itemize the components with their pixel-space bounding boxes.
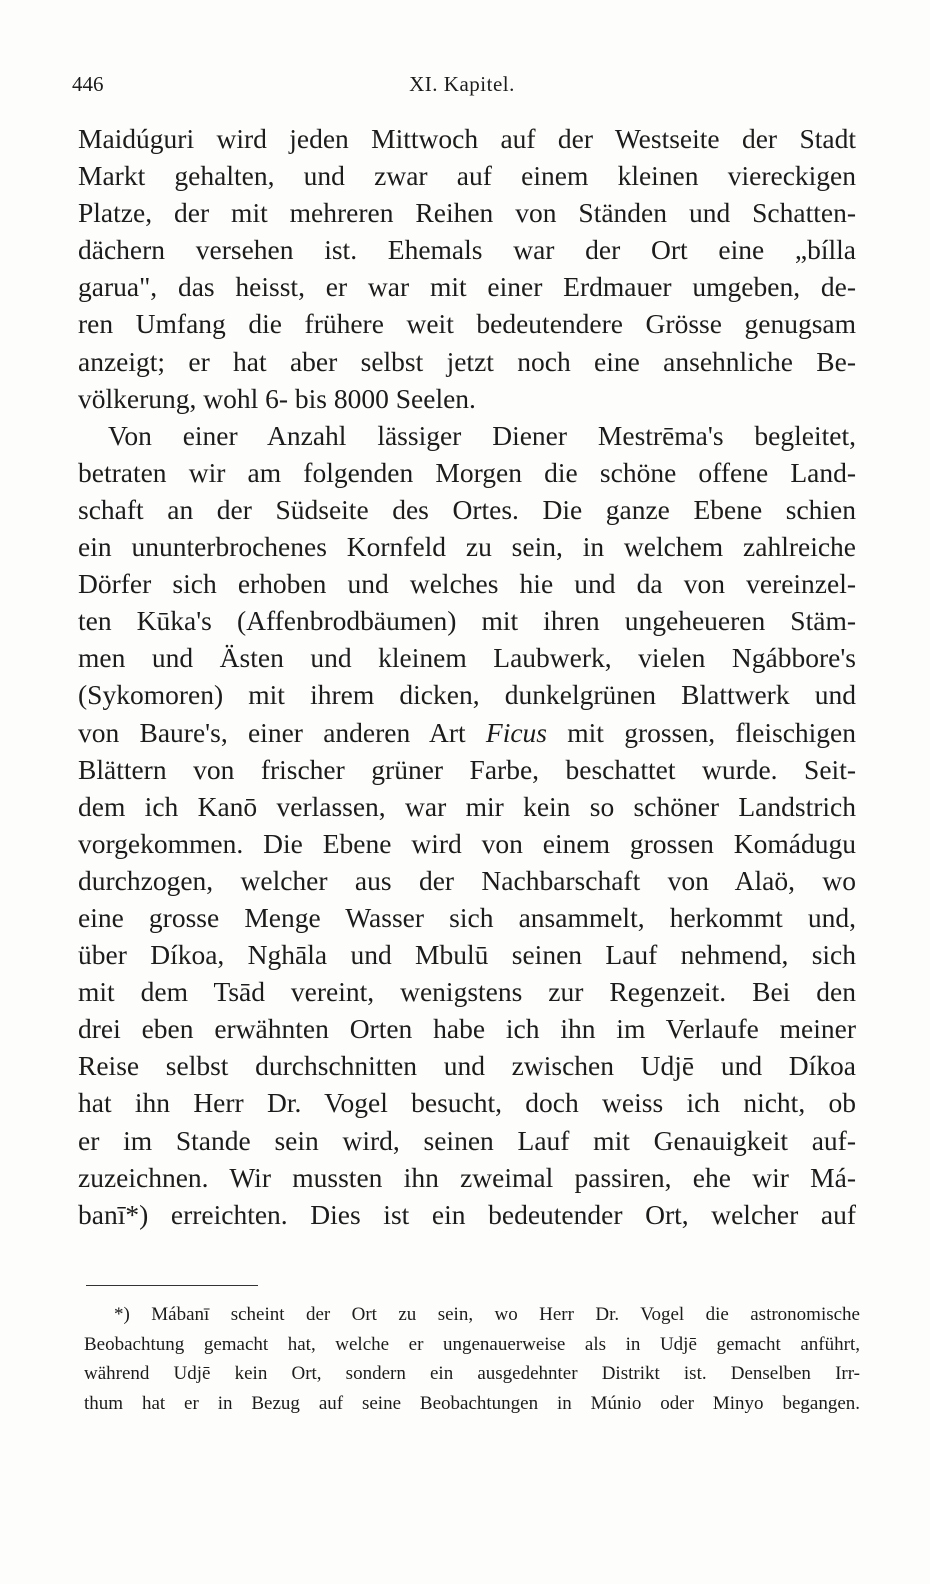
text-line: zuzeichnen. Wir mussten ihn zweimal passiren, ehe wir Má- (78, 1161, 856, 1193)
text-line: schaft an der Südseite des Ortes. Die ganze Ebene schien (78, 493, 856, 525)
text-line: er im Stande sein wird, seinen Lauf mit Genauigkeit auf- (78, 1124, 856, 1156)
text-line: Von einer Anzahl lässiger Diener Mestrēma's begleitet, (108, 419, 856, 451)
text-line: (Sykomoren) mit ihrem dicken, dunkelgrünen Blattwerk und (78, 679, 856, 711)
text-line: über Díkoa, Nghāla und Mbulū seinen Lauf nehmend, sich (78, 939, 856, 971)
text-line: mit dem Tsād vereint, wenigstens zur Regenzeit. Bei den (78, 976, 856, 1008)
footnote-line: thum hat er in Bezug auf seine Beobachtungen in Múnio oder Minyo begangen. (84, 1392, 860, 1414)
main-text (78, 120, 856, 1233)
text-line: Reise selbst durchschnitten und zwischen Udjē und Díkoa (78, 1050, 856, 1082)
footnote-line: während Udjē kein Ort, sondern ein ausgedehnter Distrikt ist. Denselben Irr- (84, 1363, 860, 1384)
text-line: Platze, der mit mehreren Reihen von Ständen und Schatten- (78, 197, 856, 229)
text-line: dem ich Kanō verlassen, war mir kein so schöner Landstrich (78, 790, 856, 822)
text-line: ein ununterbrochenes Kornfeld zu sein, in welchem zahlreiche (78, 531, 856, 563)
footnote-divider (86, 1285, 258, 1286)
text-line: garua", das heisst, er war mit einer Erdmauer umgeben, de- (78, 271, 856, 303)
italic-term: Ficus (485, 716, 547, 748)
text-segment: von Baure's, einer anderen Art (78, 716, 486, 748)
footnote-line: Beobachtung gemacht hat, welche er ungenauerweise als in Udjē gemacht anführt, (84, 1333, 860, 1355)
text-line: banī*) erreichten. Dies ist ein bedeutender Ort, welcher auf (78, 1198, 856, 1230)
text-line: Maidúguri wird jeden Mittwoch auf der Westseite der Stadt (78, 123, 856, 154)
text-line: hat ihn Herr Dr. Vogel besucht, doch weiss ich nicht, ob (78, 1087, 856, 1119)
text-line: Blättern von frischer grüner Farbe, beschattet wurde. Seit- (78, 753, 856, 785)
chapter-title: XI. Kapitel. (409, 72, 515, 96)
text-line-with-italic (78, 714, 856, 751)
footnote-line: *) Mábanī scheint der Ort zu sein, wo Herr Dr. Vogel die astronomische (114, 1304, 860, 1325)
text-line: durchzogen, welcher aus der Nachbarschaft von Alaö, wo (78, 864, 856, 896)
text-line: men und Ästen und kleinem Laubwerk, vielen Ngábbore's (78, 642, 856, 674)
page-number: 446 (72, 72, 104, 96)
text-line: Markt gehalten, und zwar auf einem kleinen viereckigen (78, 160, 856, 192)
text-line: vorgekommen. Die Ebene wird von einem grossen Komádugu (78, 827, 856, 859)
text-segment: mit grossen, fleischigen (547, 716, 856, 748)
text-line: dächern versehen ist. Ehemals war der Ort eine „bílla (78, 234, 856, 266)
text-line: eine grosse Menge Wasser sich ansammelt, herkommt und, (78, 901, 856, 933)
text-line: ren Umfang die frühere weit bedeutendere Grösse genugsam (78, 308, 856, 340)
text-line: ten Kūka's (Affenbrodbäumen) mit ihren ungeheueren Stäm- (78, 605, 856, 637)
text-line: völkerung, wohl 6- bis 8000 Seelen. (78, 382, 476, 414)
text-line: betraten wir am folgenden Morgen die schöne offene Land- (78, 456, 856, 488)
text-line: Dörfer sich erhoben und welches hie und da von vereinzel- (78, 568, 856, 600)
text-line: drei eben erwähnten Orten habe ich ihn im Verlaufe meiner (78, 1013, 856, 1045)
footnote (84, 1300, 860, 1418)
text-line: anzeigt; er hat aber selbst jetzt noch eine ansehnliche Be- (78, 345, 856, 377)
running-header (72, 72, 852, 102)
